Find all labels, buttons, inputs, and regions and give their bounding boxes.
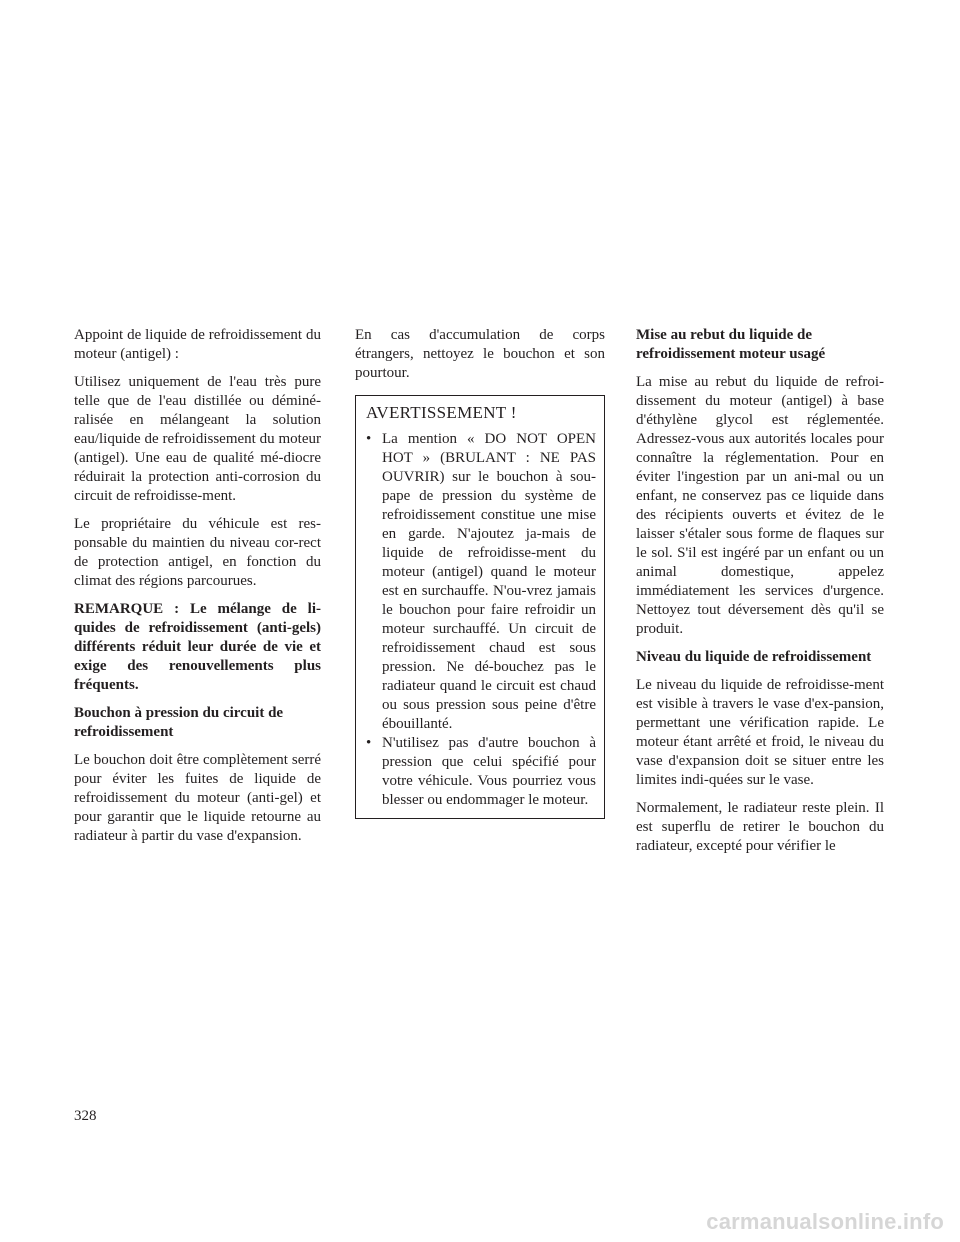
coolant-topup-intro: Appoint de liquide de refroidissement du moteur (antigel) : bbox=[74, 327, 321, 362]
bullet-icon: • bbox=[366, 431, 372, 447]
section-heading-coolant-level: Niveau du liquide de refroidissement bbox=[636, 649, 872, 665]
warning-list bbox=[366, 430, 596, 810]
warning-box bbox=[355, 395, 605, 819]
warning-item-text: La mention « DO NOT OPEN HOT » (BRULANT : NE PAS OUVRIR) sur le bouchon à sou-pape de pression du système de refroidissement constitue une mise en garde. N'ajoutez ja-mais de liquide de refroidisse-ment du moteur (antigel) quand le moteur est en surchauffe. N'ou-vrez jamais le bouchon pour faire refroidir un moteur surchauffé. Un circuit de refroidissement chaud est sous pression. Ne dé-bouchez pas le radiateur quand le circuit est chaud ou sous pression sous peine d'être ébouillanté. bbox=[382, 431, 596, 732]
warning-item bbox=[366, 734, 596, 810]
disposal-paragraph: La mise au rebut du liquide de refroi-dissement du moteur (antigel) à base d'éthylène glycol est réglementée. Adressez-vous aux autorités locales pour connaître la réglementation. Pour en éviter l'ingestion par un ani-mal ou un enfant, ne conservez pas ce liquide dans des récipients ouverts et évitez de le laisser s'étaler sous forme de flaques sur le sol. S'il est ingéré par un enfant ou un animal domestique, appelez immédiatement les services d'urgence. Nettoyez tout déversement dès qu'il se produit. bbox=[636, 374, 884, 637]
coolant-level-paragraph: Le niveau du liquide de refroidisse-ment est visible à travers le vase d'ex-pansion, permettant une vérification rapide. Le moteur étant arrêté et froid, le niveau du vase d'expansion doit se situer entre les limites indi-quées sur le vase. bbox=[636, 677, 884, 788]
pressure-cap-paragraph: Le bouchon doit être complètement serré pour éviter les fuites de liquide de refroidissement du moteur (anti-gel) et pour garantir que le liquide retourne au radiateur à partir du vase d'expansion. bbox=[74, 752, 321, 844]
watermark: carmanualsonline.info bbox=[706, 1209, 944, 1234]
warning-title: AVERTISSEMENT ! bbox=[366, 403, 517, 422]
section-heading-pressure-cap: Bouchon à pression du circuit de refroidissement bbox=[74, 705, 284, 740]
page-number: 328 bbox=[74, 1108, 97, 1124]
warning-item bbox=[366, 430, 596, 734]
middle-column bbox=[355, 326, 605, 819]
owner-responsibility-paragraph: Le propriétaire du véhicule est res-ponsable du maintien du niveau cor-rect de protection antigel, en fonction du climat des régions parcourues. bbox=[74, 516, 321, 589]
right-column bbox=[636, 326, 884, 865]
bullet-icon: • bbox=[366, 735, 372, 751]
left-column bbox=[74, 326, 321, 855]
radiator-paragraph: Normalement, le radiateur reste plein. Il est superflu de retirer le bouchon du radiateur, excepté pour vérifier le bbox=[636, 800, 884, 854]
warning-item-text: N'utilisez pas d'autre bouchon à pression que celui spécifié pour votre véhicule. Vous pourriez vous blesser ou endommager le moteur. bbox=[382, 735, 596, 808]
cleaning-paragraph: En cas d'accumulation de corps étrangers, nettoyez le bouchon et son pourtour. bbox=[355, 327, 605, 381]
note-paragraph: REMARQUE : Le mélange de li-quides de refroidissement (anti-gels) différents réduit leur durée de vie et exige des renouvellements plus fréquents. bbox=[74, 601, 321, 693]
water-quality-paragraph: Utilisez uniquement de l'eau très pure telle que de l'eau distillée ou déminé-ralisée en mélangeant la solution eau/liquide de refroidissement du moteur (antigel). Une eau de qualité mé-diocre réduirait la protection anti-corrosion du circuit de refroidisse-ment. bbox=[74, 374, 321, 504]
section-heading-disposal: Mise au rebut du liquide de refroidissement moteur usagé bbox=[636, 327, 826, 362]
